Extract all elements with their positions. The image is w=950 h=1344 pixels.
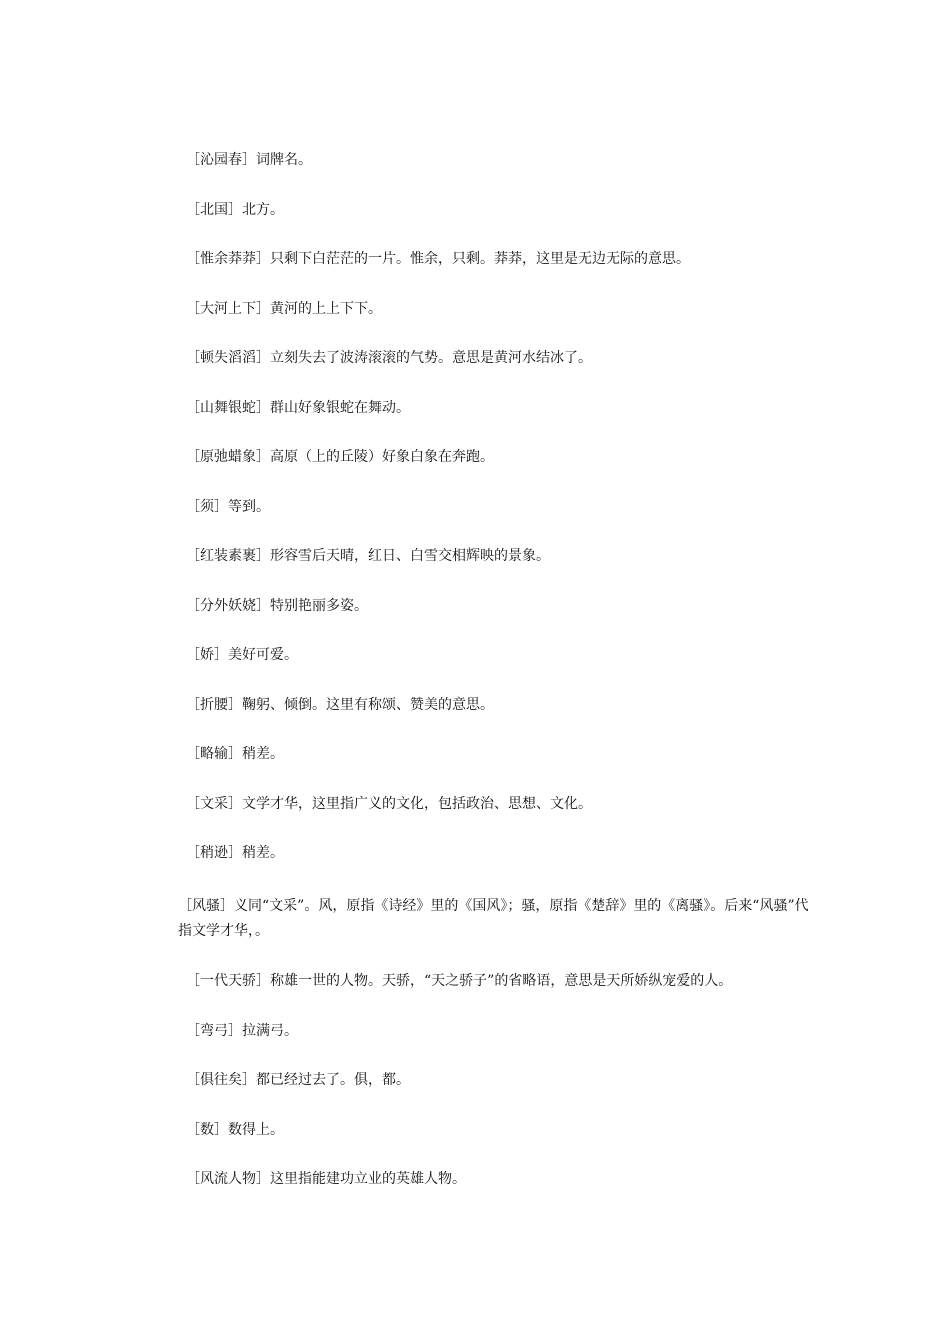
glossary-entry: ［风流人物］这里指能建功立业的英雄人物。 xyxy=(186,1171,466,1187)
glossary-list-top xyxy=(186,148,826,891)
glossary-entry: ［沁园春］词牌名。 xyxy=(186,152,312,168)
glossary-entry: ［顿失滔滔］立刻失去了波涛滚滚的气势。意思是黄河水结冰了。 xyxy=(186,350,592,366)
glossary-entry: ［分外妖娆］特别艳丽多姿。 xyxy=(186,597,368,614)
glossary-entry: ［折腰］鞠躬、倾倒。这里有称颂、赞美的意思。 xyxy=(186,696,494,713)
glossary-entry: ［红装素裹］形容雪后天晴，红日、白雪交相辉映的景象。 xyxy=(186,548,550,564)
glossary-entry: ［须］等到。 xyxy=(186,498,270,515)
glossary-entry: ［惟余莽莽］只剩下白茫茫的一片。惟余，只剩。莽莽，这里是无边无际的意思。 xyxy=(186,251,690,267)
glossary-entry: ［北国］北方。 xyxy=(186,201,284,218)
glossary-list-bottom xyxy=(186,969,826,1217)
glossary-entry: ［原弛蜡象］高原（上的丘陵）好象白象在奔跑。 xyxy=(186,449,494,465)
glossary-entry: ［数］数得上。 xyxy=(186,1121,284,1138)
glossary-entry: ［一代天骄］称雄一世的人物。天骄，“天之骄子”的省略语，意思是天所娇纵宠爱的人。 xyxy=(186,973,733,989)
glossary-entry-fengsao: ［风骚］义同“文采”。风，原指《诗经》里的《国风》；骚，原指《楚辞》里的《离骚》。后来“风骚”代指文学才华，。 xyxy=(178,898,809,939)
glossary-entry: ［山舞银蛇］群山好象银蛇在舞动。 xyxy=(186,399,410,416)
glossary-entry: ［大河上下］黄河的上上下下。 xyxy=(186,300,382,317)
glossary-entry: ［稍逊］稍差。 xyxy=(186,845,284,861)
glossary-entry: ［弯弓］拉满弓。 xyxy=(186,1022,298,1039)
glossary-entry: ［略输］稍差。 xyxy=(186,746,284,762)
glossary-entry: ［俱往矣］都已经过去了。俱，都。 xyxy=(186,1072,410,1088)
glossary-entry: ［娇］美好可爱。 xyxy=(186,647,298,663)
glossary-entry: ［文采］文学才华，这里指广义的文化，包括政治、思想、文化。 xyxy=(186,795,592,812)
